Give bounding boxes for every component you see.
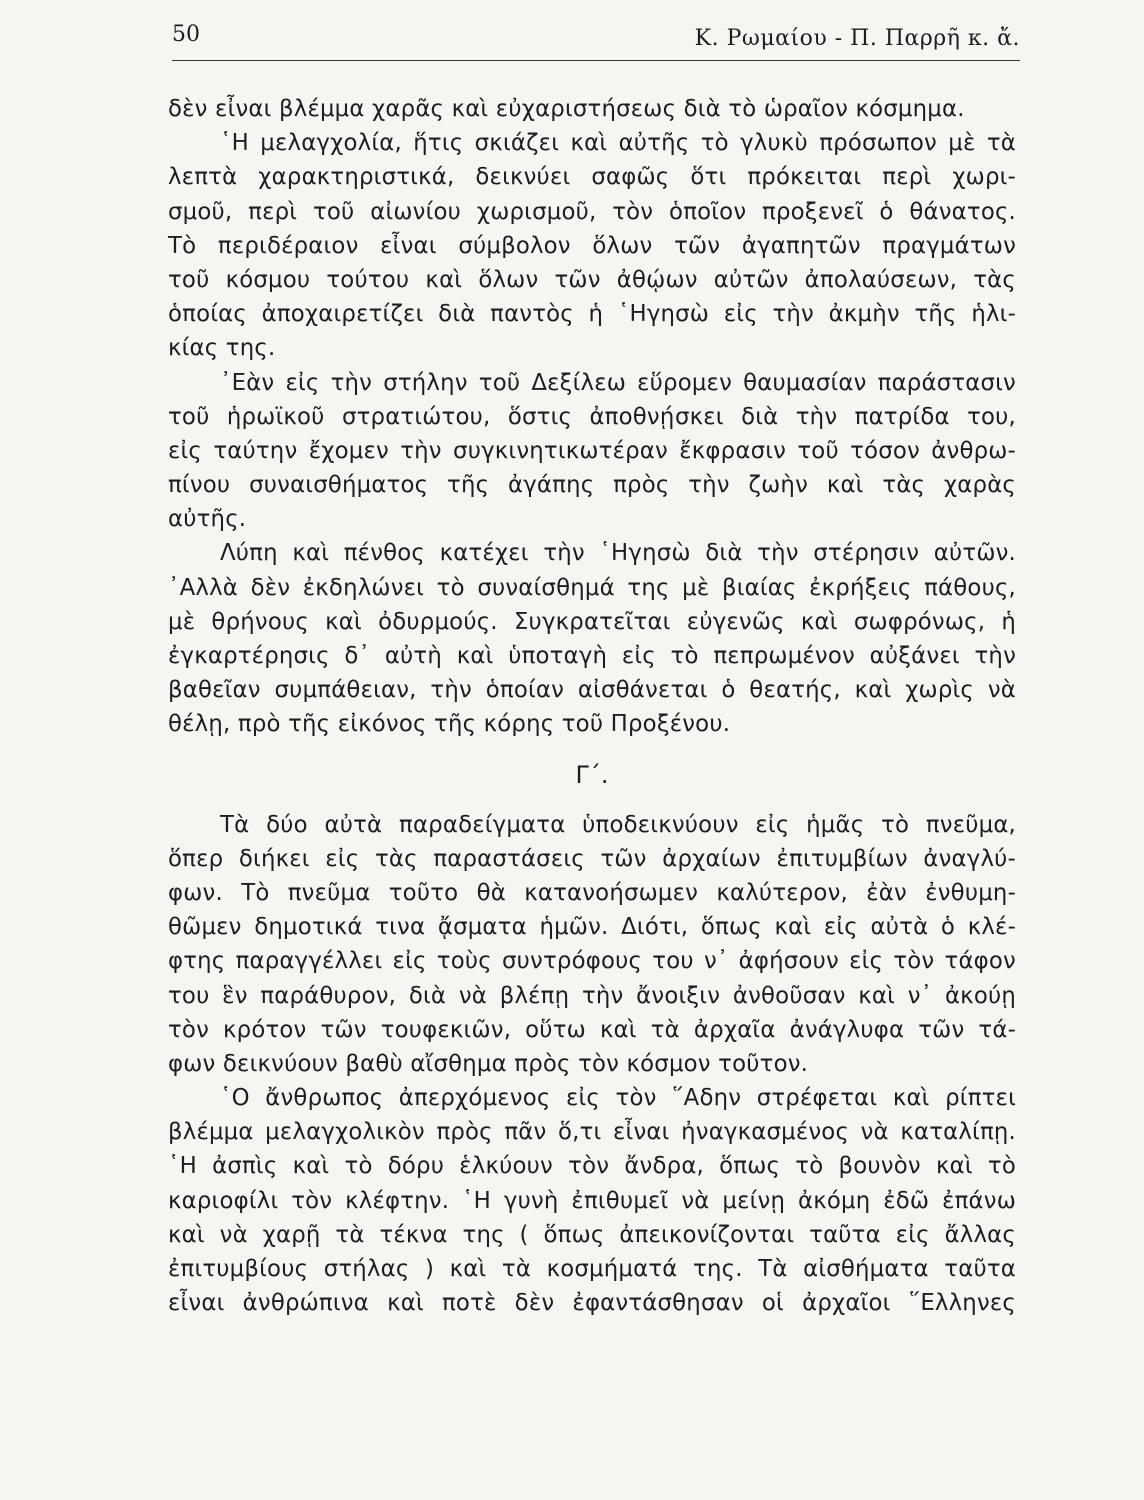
text-line: θέλῃ, πρὸ τῆς εἰκόνος τῆς κόρης τοῦ Προξένου.: [168, 711, 731, 738]
running-head: Κ. Ρωμαίου - Π. Παρρῆ κ. ἄ.: [694, 26, 1020, 51]
text-line: ᾿Αλλὰ δὲν ἐκδηλώνει τὸ συναίσθημά της μὲ βιαίας ἐκρήξεις πάθους,: [168, 574, 1016, 601]
text-line: σμοῦ, περὶ τοῦ αἰωνίου χωρισμοῦ, τὸν ὁποῖον προξενεῖ ὁ θάνατος.: [168, 198, 1016, 225]
text-line: του ἓν παράθυρον, διὰ νὰ βλέπῃ τὴν ἄνοιξιν ἀνθοῦσαν καὶ ν᾿ ἀκούῃ: [168, 982, 1016, 1009]
text-line: αὐτῆς.: [168, 506, 247, 533]
text-line: καριοφίλι τὸν κλέφτην. ῾Η γυνὴ ἐπιθυμεῖ νὰ μείνῃ ἀκόμη ἐδῶ ἐπάνω: [168, 1187, 1016, 1214]
text-line: κίας της.: [168, 335, 276, 362]
page-number: 50: [172, 22, 200, 47]
text-line: εἶναι ἀνθρώπινα καὶ ποτὲ δὲν ἐφαντάσθησαν οἱ ἀρχαῖοι ῞Ελληνες: [168, 1290, 1016, 1317]
text-line: ῾Η ἀσπὶς καὶ τὸ δόρυ ἑλκύουν τὸν ἄνδρα, ὅπως τὸ βουνὸν καὶ τὸ: [168, 1153, 1016, 1180]
paragraph: [168, 366, 1016, 537]
paragraph: [168, 126, 1016, 365]
paragraph: [168, 536, 1016, 741]
body-text: [168, 92, 1016, 1320]
text-line: Τὸ περιδέραιον εἶναι σύμβολον ὅλων τῶν ἀγαπητῶν πραγμάτων: [168, 232, 1016, 259]
text-line: καὶ νὰ χαρῇ τὰ τέκνα της ( ὅπως ἀπεικονίζονται ταῦτα εἰς ἄλλας: [168, 1221, 1016, 1248]
text-line: τοῦ ἡρωϊκοῦ στρατιώτου, ὅστις ἀποθνῄσκει διὰ τὴν πατρίδα του,: [168, 403, 1016, 430]
text-line: εἰς ταύτην ἔχομεν τὴν συγκινητικωτέραν ἔκφρασιν τοῦ τόσον ἀνθρω-: [168, 437, 1016, 464]
text-line: τὸν κρότον τῶν τουφεκιῶν, οὕτω καὶ τὰ ἀρχαῖα ἀνάγλυφα τῶν τά-: [168, 1016, 1016, 1043]
paragraph: [168, 808, 1016, 1082]
page-header: [172, 18, 1020, 58]
text-line: ῾Η μελαγχολία, ἥτις σκιάζει καὶ αὐτῆς τὸ γλυκὺ πρόσωπον μὲ τὰ: [220, 130, 1016, 157]
text-line: πίνου συναισθήματος τῆς ἀγάπης πρὸς τὴν ζωὴν καὶ τὰς χαρὰς: [168, 472, 1016, 499]
text-line: θῶμεν δημοτικά τινα ᾄσματα ἡμῶν. Διότι, ὅπως καὶ εἰς αὐτὰ ὁ κλέ-: [168, 914, 1016, 941]
text-line: ὅπερ διήκει εἰς τὰς παραστάσεις τῶν ἀρχαίων ἐπιτυμβίων ἀναγλύ-: [168, 845, 1016, 872]
text-line: φων. Τὸ πνεῦμα τοῦτο θὰ κατανοήσωμεν καλύτερον, ἐὰν ἐνθυμη-: [168, 879, 1016, 906]
text-line: λεπτὰ χαρακτηριστικά, δεικνύει σαφῶς ὅτι πρόκειται περὶ χωρι-: [168, 164, 1016, 191]
paragraph: [168, 92, 1016, 126]
text-line: δὲν εἶναι βλέμμα χαρᾶς καὶ εὐχαριστήσεως διὰ τὸ ὡραῖον κόσμημα.: [168, 96, 965, 122]
text-line: ῾Ο ἄνθρωπος ἀπερχόμενος εἰς τὸν ῞Αδην στρέφεται καὶ ρίπτει: [220, 1085, 1016, 1112]
text-line: φων δεικνύουν βαθὺ αἴσθημα πρὸς τὸν κόσμον τοῦτον.: [168, 1050, 809, 1077]
text-line: ὁποίας ἀποχαιρετίζει διὰ παντὸς ἡ ῾Ηγησὼ εἰς τὴν ἀκμὴν τῆς ἡλι-: [168, 301, 1016, 328]
header-rule: [172, 60, 1020, 61]
text-line: Λύπη καὶ πένθος κατέχει τὴν ῾Ηγησὼ διὰ τὴν στέρησιν αὐτῶν.: [220, 540, 1016, 567]
text-line: ἐπιτυμβίους στήλας ) καὶ τὰ κοσμήματά της. Τὰ αἰσθήματα ταῦτα: [168, 1256, 1016, 1282]
text-line: Τὰ δύο αὐτὰ παραδείγματα ὑποδεικνύουν εἰς ἡμᾶς τὸ πνεῦμα,: [220, 811, 1016, 838]
text-line: βαθεῖαν συμπάθειαν, τὴν ὁποίαν αἰσθάνεται ὁ θεατής, καὶ χωρὶς νὰ: [168, 677, 1016, 704]
text-line: τοῦ κόσμου τούτου καὶ ὅλων τῶν ἀθῴων αὐτῶν ἀπολαύσεων, τὰς: [168, 266, 1016, 293]
text-line: ἐγκαρτέρησις δ᾿ αὐτὴ καὶ ὑποταγὴ εἰς τὸ πεπρωμένον αὐξάνει τὴν: [168, 643, 1016, 669]
text-line: βλέμμα μελαγχολικὸν πρὸς πᾶν ὅ,τι εἶναι ἠναγκασμένος νὰ καταλίπῃ.: [168, 1119, 1016, 1146]
section-heading: Γ΄.: [575, 760, 609, 789]
text-line: μὲ θρήνους καὶ ὀδυρμούς. Συγκρατεῖται εὐγενῶς καὶ σωφρόνως, ἡ: [168, 608, 1016, 635]
text-line: ᾿Εὰν εἰς τὴν στήλην τοῦ Δεξίλεω εὕρομεν θαυμασίαν παράστασιν: [220, 369, 1016, 396]
text-line: φτης παραγγέλλει εἰς τοὺς συντρόφους του ν᾿ ἀφήσουν εἰς τὸν τάφον: [168, 948, 1016, 975]
paragraph: [168, 1081, 1016, 1320]
